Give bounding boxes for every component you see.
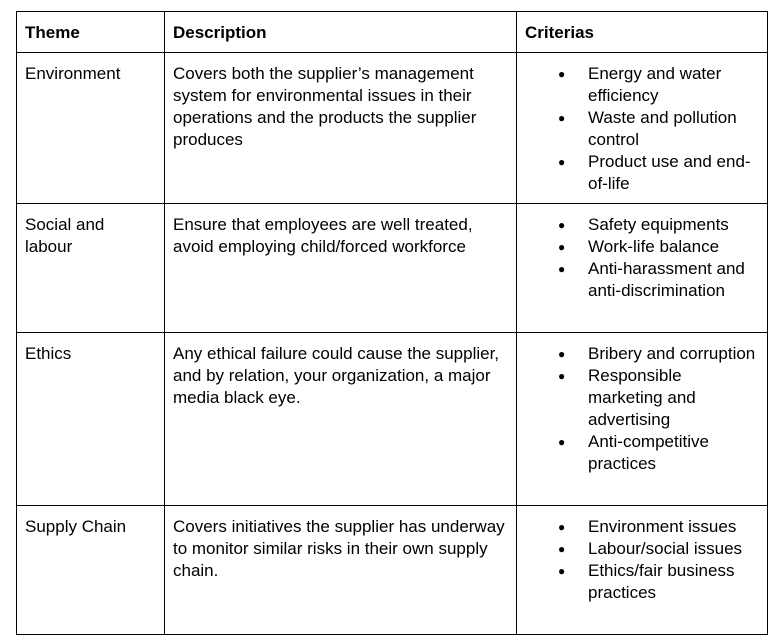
header-theme: Theme [17, 12, 165, 53]
table-row-supply-chain [17, 506, 768, 635]
criteria-item: ● Environment issues [525, 516, 759, 538]
theme-cell: Ethics [17, 333, 165, 506]
criteria-item: ● Safety equipments [525, 214, 759, 236]
criteria-item: ● Anti-competitive practices [525, 431, 759, 475]
theme-cell: Supply Chain [17, 506, 165, 635]
description-cell: Covers initiatives the supplier has underway to monitor similar risks in their own supply chain. [165, 506, 517, 635]
theme-cell: Social and labour [17, 204, 165, 333]
criteria-cell [517, 333, 768, 506]
criteria-item: ● Responsible marketing and advertising [525, 365, 759, 431]
description-cell: Covers both the supplier’s management system for environmental issues in their operations and the products the supplier produces [165, 53, 517, 204]
criteria-list [525, 516, 759, 604]
criteria-item: ● Labour/social issues [525, 538, 759, 560]
criteria-cell [517, 204, 768, 333]
criteria-item: ● Energy and water efficiency [525, 63, 759, 107]
criteria-cell [517, 506, 768, 635]
header-criteria: Criterias [517, 12, 768, 53]
criteria-item: ● Ethics/fair business practices [525, 560, 759, 604]
criteria-list [525, 63, 759, 195]
criteria-item: ● Work-life balance [525, 236, 759, 258]
criteria-item: ● Bribery and corruption [525, 343, 759, 365]
table-row-ethics [17, 333, 768, 506]
criteria-item: ● Product use and end-of-life [525, 151, 759, 195]
table-row-social-labour [17, 204, 768, 333]
description-cell: Any ethical failure could cause the supplier, and by relation, your organization, a major media black eye. [165, 333, 517, 506]
criteria-item: ● Anti-harassment and anti-discrimination [525, 258, 759, 302]
criteria-table [16, 11, 768, 635]
description-cell: Ensure that employees are well treated, avoid employing child/forced workforce [165, 204, 517, 333]
header-row [17, 12, 768, 53]
criteria-cell [517, 53, 768, 204]
criteria-item: ● Waste and pollution control [525, 107, 759, 151]
header-description: Description [165, 12, 517, 53]
theme-cell: Environment [17, 53, 165, 204]
criteria-list [525, 214, 759, 302]
table-row-environment [17, 53, 768, 204]
criteria-list [525, 343, 759, 475]
